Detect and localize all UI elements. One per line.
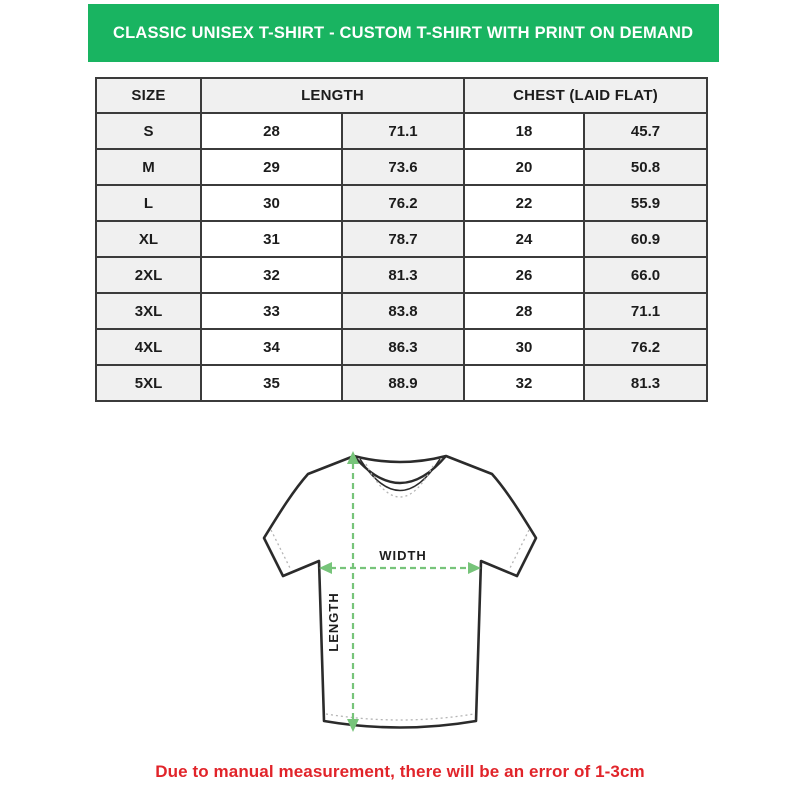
table-row	[96, 113, 707, 149]
table-row	[96, 221, 707, 257]
size-cell: M	[96, 149, 201, 185]
header-length: LENGTH	[201, 78, 464, 113]
header-chest: CHEST (LAID FLAT)	[464, 78, 707, 113]
page-title: CLASSIC UNISEX T-SHIRT - CUSTOM T-SHIRT WITH PRINT ON DEMAND	[113, 23, 694, 42]
header-size: SIZE	[96, 78, 201, 113]
chest-cm-cell: 60.9	[584, 221, 707, 257]
chest-in-cell: 26	[464, 257, 584, 293]
length-in-cell: 29	[201, 149, 342, 185]
table-row	[96, 257, 707, 293]
tshirt-measurement-diagram	[240, 430, 560, 750]
chest-in-cell: 32	[464, 365, 584, 401]
chest-cm-cell: 81.3	[584, 365, 707, 401]
table-row	[96, 365, 707, 401]
chest-cm-cell: 55.9	[584, 185, 707, 221]
length-in-cell: 35	[201, 365, 342, 401]
length-cm-cell: 86.3	[342, 329, 464, 365]
measurement-error-note: Due to manual measurement, there will be an error of 1-3cm	[155, 762, 645, 781]
chest-cm-cell: 45.7	[584, 113, 707, 149]
table-row	[96, 329, 707, 365]
table-header-row	[96, 78, 707, 113]
size-cell: 2XL	[96, 257, 201, 293]
title-banner	[88, 4, 719, 62]
length-cm-cell: 78.7	[342, 221, 464, 257]
chest-in-cell: 30	[464, 329, 584, 365]
chest-in-cell: 22	[464, 185, 584, 221]
length-in-cell: 28	[201, 113, 342, 149]
length-cm-cell: 83.8	[342, 293, 464, 329]
length-in-cell: 33	[201, 293, 342, 329]
length-cm-cell: 88.9	[342, 365, 464, 401]
length-label: LENGTH	[326, 592, 341, 652]
length-cm-cell: 81.3	[342, 257, 464, 293]
chest-in-cell: 24	[464, 221, 584, 257]
size-cell: XL	[96, 221, 201, 257]
chest-in-cell: 28	[464, 293, 584, 329]
size-cell: 3XL	[96, 293, 201, 329]
length-in-cell: 34	[201, 329, 342, 365]
size-table	[95, 77, 708, 402]
length-in-cell: 30	[201, 185, 342, 221]
chest-cm-cell: 66.0	[584, 257, 707, 293]
width-label: WIDTH	[379, 548, 427, 563]
size-cell: L	[96, 185, 201, 221]
chest-in-cell: 18	[464, 113, 584, 149]
length-in-cell: 31	[201, 221, 342, 257]
size-cell: S	[96, 113, 201, 149]
chest-cm-cell: 76.2	[584, 329, 707, 365]
length-cm-cell: 76.2	[342, 185, 464, 221]
length-cm-cell: 73.6	[342, 149, 464, 185]
size-cell: 5XL	[96, 365, 201, 401]
chest-cm-cell: 71.1	[584, 293, 707, 329]
size-cell: 4XL	[96, 329, 201, 365]
chest-in-cell: 20	[464, 149, 584, 185]
length-in-cell: 32	[201, 257, 342, 293]
table-row	[96, 293, 707, 329]
tshirt-outline-icon	[264, 456, 536, 728]
length-cm-cell: 71.1	[342, 113, 464, 149]
table-row	[96, 149, 707, 185]
table-row	[96, 185, 707, 221]
chest-cm-cell: 50.8	[584, 149, 707, 185]
